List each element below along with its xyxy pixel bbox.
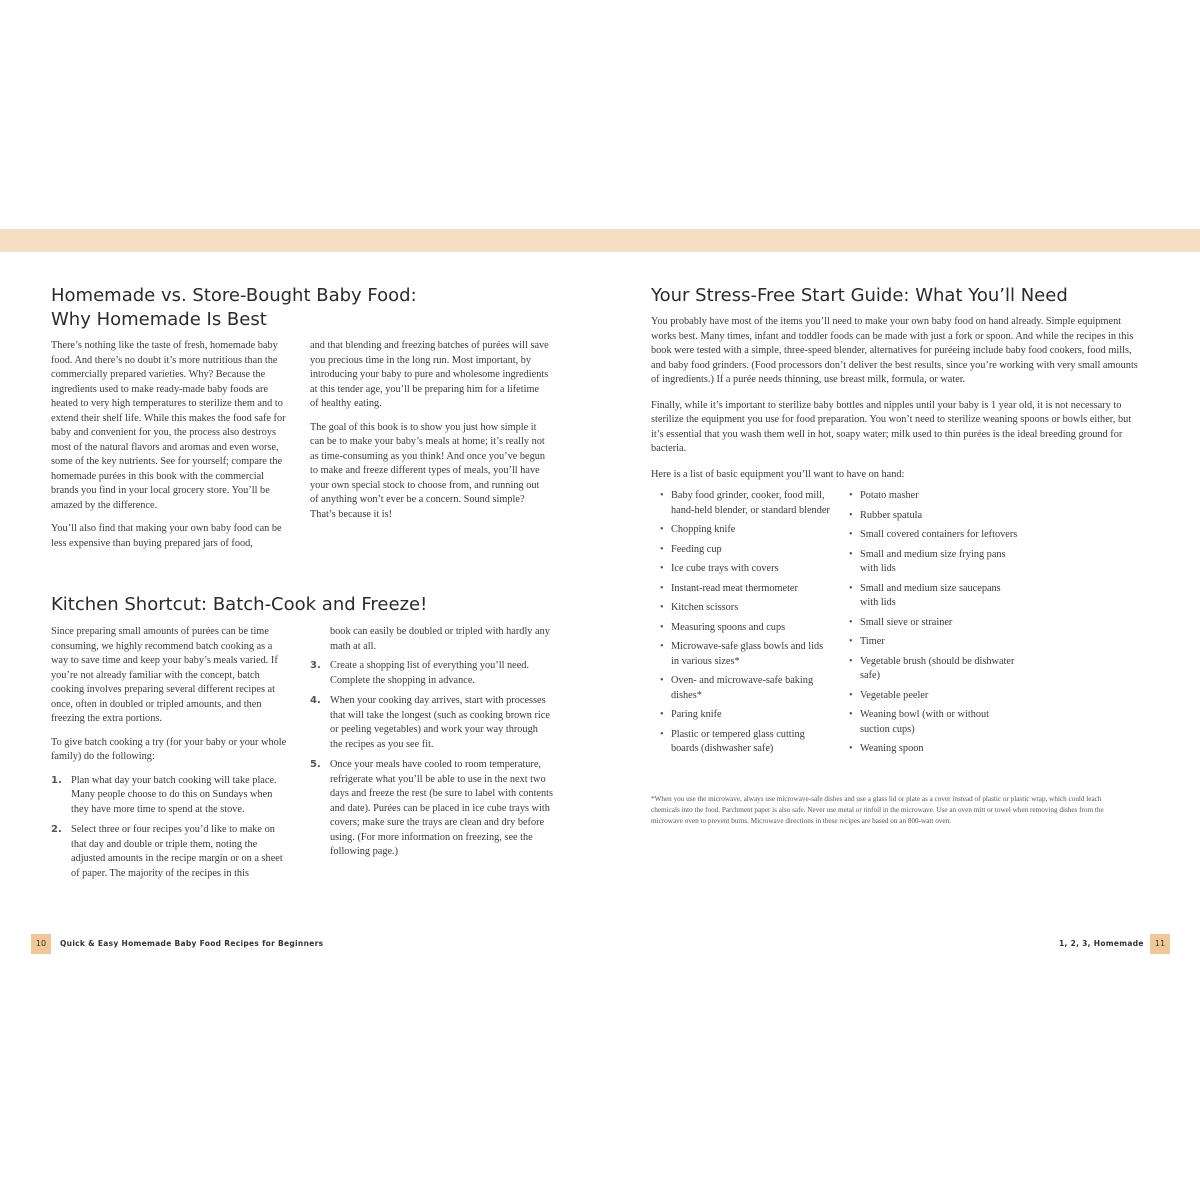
list-item: • Paring knife [651,708,831,723]
list-item: • Small sieve or strainer [840,616,1020,631]
list-item: • Vegetable brush (should be dishwater safe) [840,655,1020,684]
paragraph: book can easily be doubled or tripled with hardly any math at all. [330,626,550,652]
paragraph: Finally, while it’s important to sterilize baby bottles and nipples until your baby is 1 year old, it is not necessary to sterilize the equipment you use for food preparation. You won’t need to sterilize weaning spoons or bowls either, but it’s essential that you wash them well in hot, soapy water; milk used to thin purées is the ideal breeding ground for bacteria. [651,399,1132,454]
batch-steps-list-continued [310,659,553,860]
batch-steps-list [51,774,291,882]
shortcut-column-1 [51,625,291,887]
list-item: • Rubber spatula [840,509,1020,524]
header-color-band [0,229,1200,252]
list-item: • Instant-read meat thermometer [651,582,831,597]
list-item: • Baby food grinder, cooker, food mill, hand-held blender, or standard blender [651,489,831,518]
list-item: • Small covered containers for leftovers [840,528,1020,543]
list-item: • Plastic or tempered glass cutting boards (dishwasher safe) [651,728,831,757]
equipment-list-left [651,489,831,762]
list-item: • Ice cube trays with covers [651,562,831,577]
list-item: 4. When your cooking day arrives, start with processes that will take the longest (such as cooking brown rice or peeling vegetables) and work your way through the recipes as you see fit. [310,695,550,750]
list-item: • Small and medium size saucepans with lids [840,582,1020,611]
list-item: • Feeding cup [651,543,831,558]
start-guide-body [651,315,1146,491]
list-item: • Weaning spoon [840,742,1020,757]
section-title-homemade: Homemade vs. Store-Bought Baby Food: Why Homemade Is Best [51,285,417,330]
homemade-column-2 [310,339,550,531]
section-title-kitchen-shortcut: Kitchen Shortcut: Batch-Cook and Freeze! [51,594,428,615]
list-item: • Weaning bowl (with or without suction cups) [840,708,1020,737]
paragraph: To give batch cooking a try (for your baby or your whole family) do the following: [51,736,287,762]
list-item: • Microwave-safe glass bowls and lids in various sizes* [651,640,831,669]
list-item: 2. Select three or four recipes you’d like to make on that day and double or triple them, noting the adjusted amounts in the recipe margin or on a sheet of paper. The majority of the recipes in this [51,824,283,879]
paragraph: Since preparing small amounts of purées can be time consuming, we highly recommend batch cooking as a way to save time and keep your baby’s meals varied. If you’re not already familiar with the concept, batch cooking involves preparing several different recipes at once, often in doubled or tripled amounts, and then freezing the extra portions. [51,626,278,724]
list-item: 1. Plan what day your batch cooking will take place. Many people choose to do this on Sundays when they have more time to spend at the stove. [51,774,277,815]
list-item: 3. Create a shopping list of everything you’ll need. Complete the shopping in advance. [310,660,530,686]
paragraph: The goal of this book is to show you just how simple it can be to make your baby’s meals at home; it’s really not as time-consuming as you think! And once you’ve begun to make and freeze different types of meals, you’ll have your own special stock to choose from, and running out of anything won’t ever be a concern. Sound simple? That’s because it is! [310,421,546,520]
list-item: • Measuring spoons and cups [651,621,831,636]
list-item: • Vegetable peeler [840,689,1020,704]
list-item: • Chopping knife [651,523,831,538]
section-title-start-guide: Your Stress-Free Start Guide: What You’ll Need [651,285,1068,306]
list-item: • Oven- and microwave-safe baking dishes* [651,674,831,703]
list-item: • Kitchen scissors [651,601,831,616]
equipment-list [651,489,831,757]
list-item: • Potato masher [840,489,1020,504]
shortcut-column-2 [310,625,553,866]
homemade-column-1 [51,339,289,560]
paragraph: There’s nothing like the taste of fresh, homemade baby food. And there’s no doubt it’s more nutritious than the commercially prepared varieties. Why? Because the ingredients used to make ready-made baby foods are heated to very high temperatures to sterilize them and to extend their shelf life. While this makes the food safe for baby and convenient for you, the process also destroys most of the natural flavors and aromas and even worse, some of the key nutrients. See for yourself; compare the homemade purées in this book with the commercial brands you find in your local grocery store. You’ll be amazed by the difference. [51,340,286,511]
paragraph: You probably have most of the items you’ll need to make your own baby food on hand already. Simple equipment works best. Many times, infant and toddler foods can be made with just a fork or spoon. And while the recipes in this book were tested with a simple, three-speed blender, alternatives for puréeing include baby food cookers, food mills, and baby food grinders. (Food processors don’t deliver the best results, since you’re working with very small amounts of ingredients.) If a purée needs thinning, use breast milk, formula, or water. [651,316,1138,385]
list-item: • Small and medium size frying pans with lids [840,548,1020,577]
footer-book-title: Quick & Easy Homemade Baby Food Recipes for Beginners [60,939,324,948]
paragraph: and that blending and freezing batches of purées will save you precious time in the long run. Most important, by introducing your baby to pure and wholesome ingredients at this tender age, you’ll be preparing him for a lifetime of healthy eating. [310,340,549,409]
footer-section-title: 1, 2, 3, Homemade [1059,939,1144,948]
list-item: 5. Once your meals have cooled to room temperature, refrigerate what you’ll be able to use in the next two days and freeze the rest (be sure to label with contents and date). Purées can be placed in ice cube trays with covers; make sure the trays are clean and dry before using. (For more information on freezing, see the following page.) [310,759,554,857]
equipment-list [840,489,1020,757]
page-number-left: 10 [31,934,51,954]
equipment-list-right [840,489,1020,762]
microwave-footnote: *When you use the microwave, always use microwave-safe dishes and use a glass lid or plate as a cover instead of plastic or plastic wrap, which could leach chemicals into the food. Parchment paper is also safe. Never use metal or tinfoil in the microwave. Use an oven mitt or towel when removing dishes from the microwave oven to prevent burns. Microwave directions in these recipes are based on an 800-watt oven. [651,795,1104,825]
paragraph: Here is a list of basic equipment you’ll want to have on hand: [651,468,905,480]
page-number-right: 11 [1150,934,1170,954]
paragraph: You’ll also find that making your own baby food can be less expensive than buying prepared jars of food, [51,523,282,549]
list-item: • Timer [840,635,1020,650]
